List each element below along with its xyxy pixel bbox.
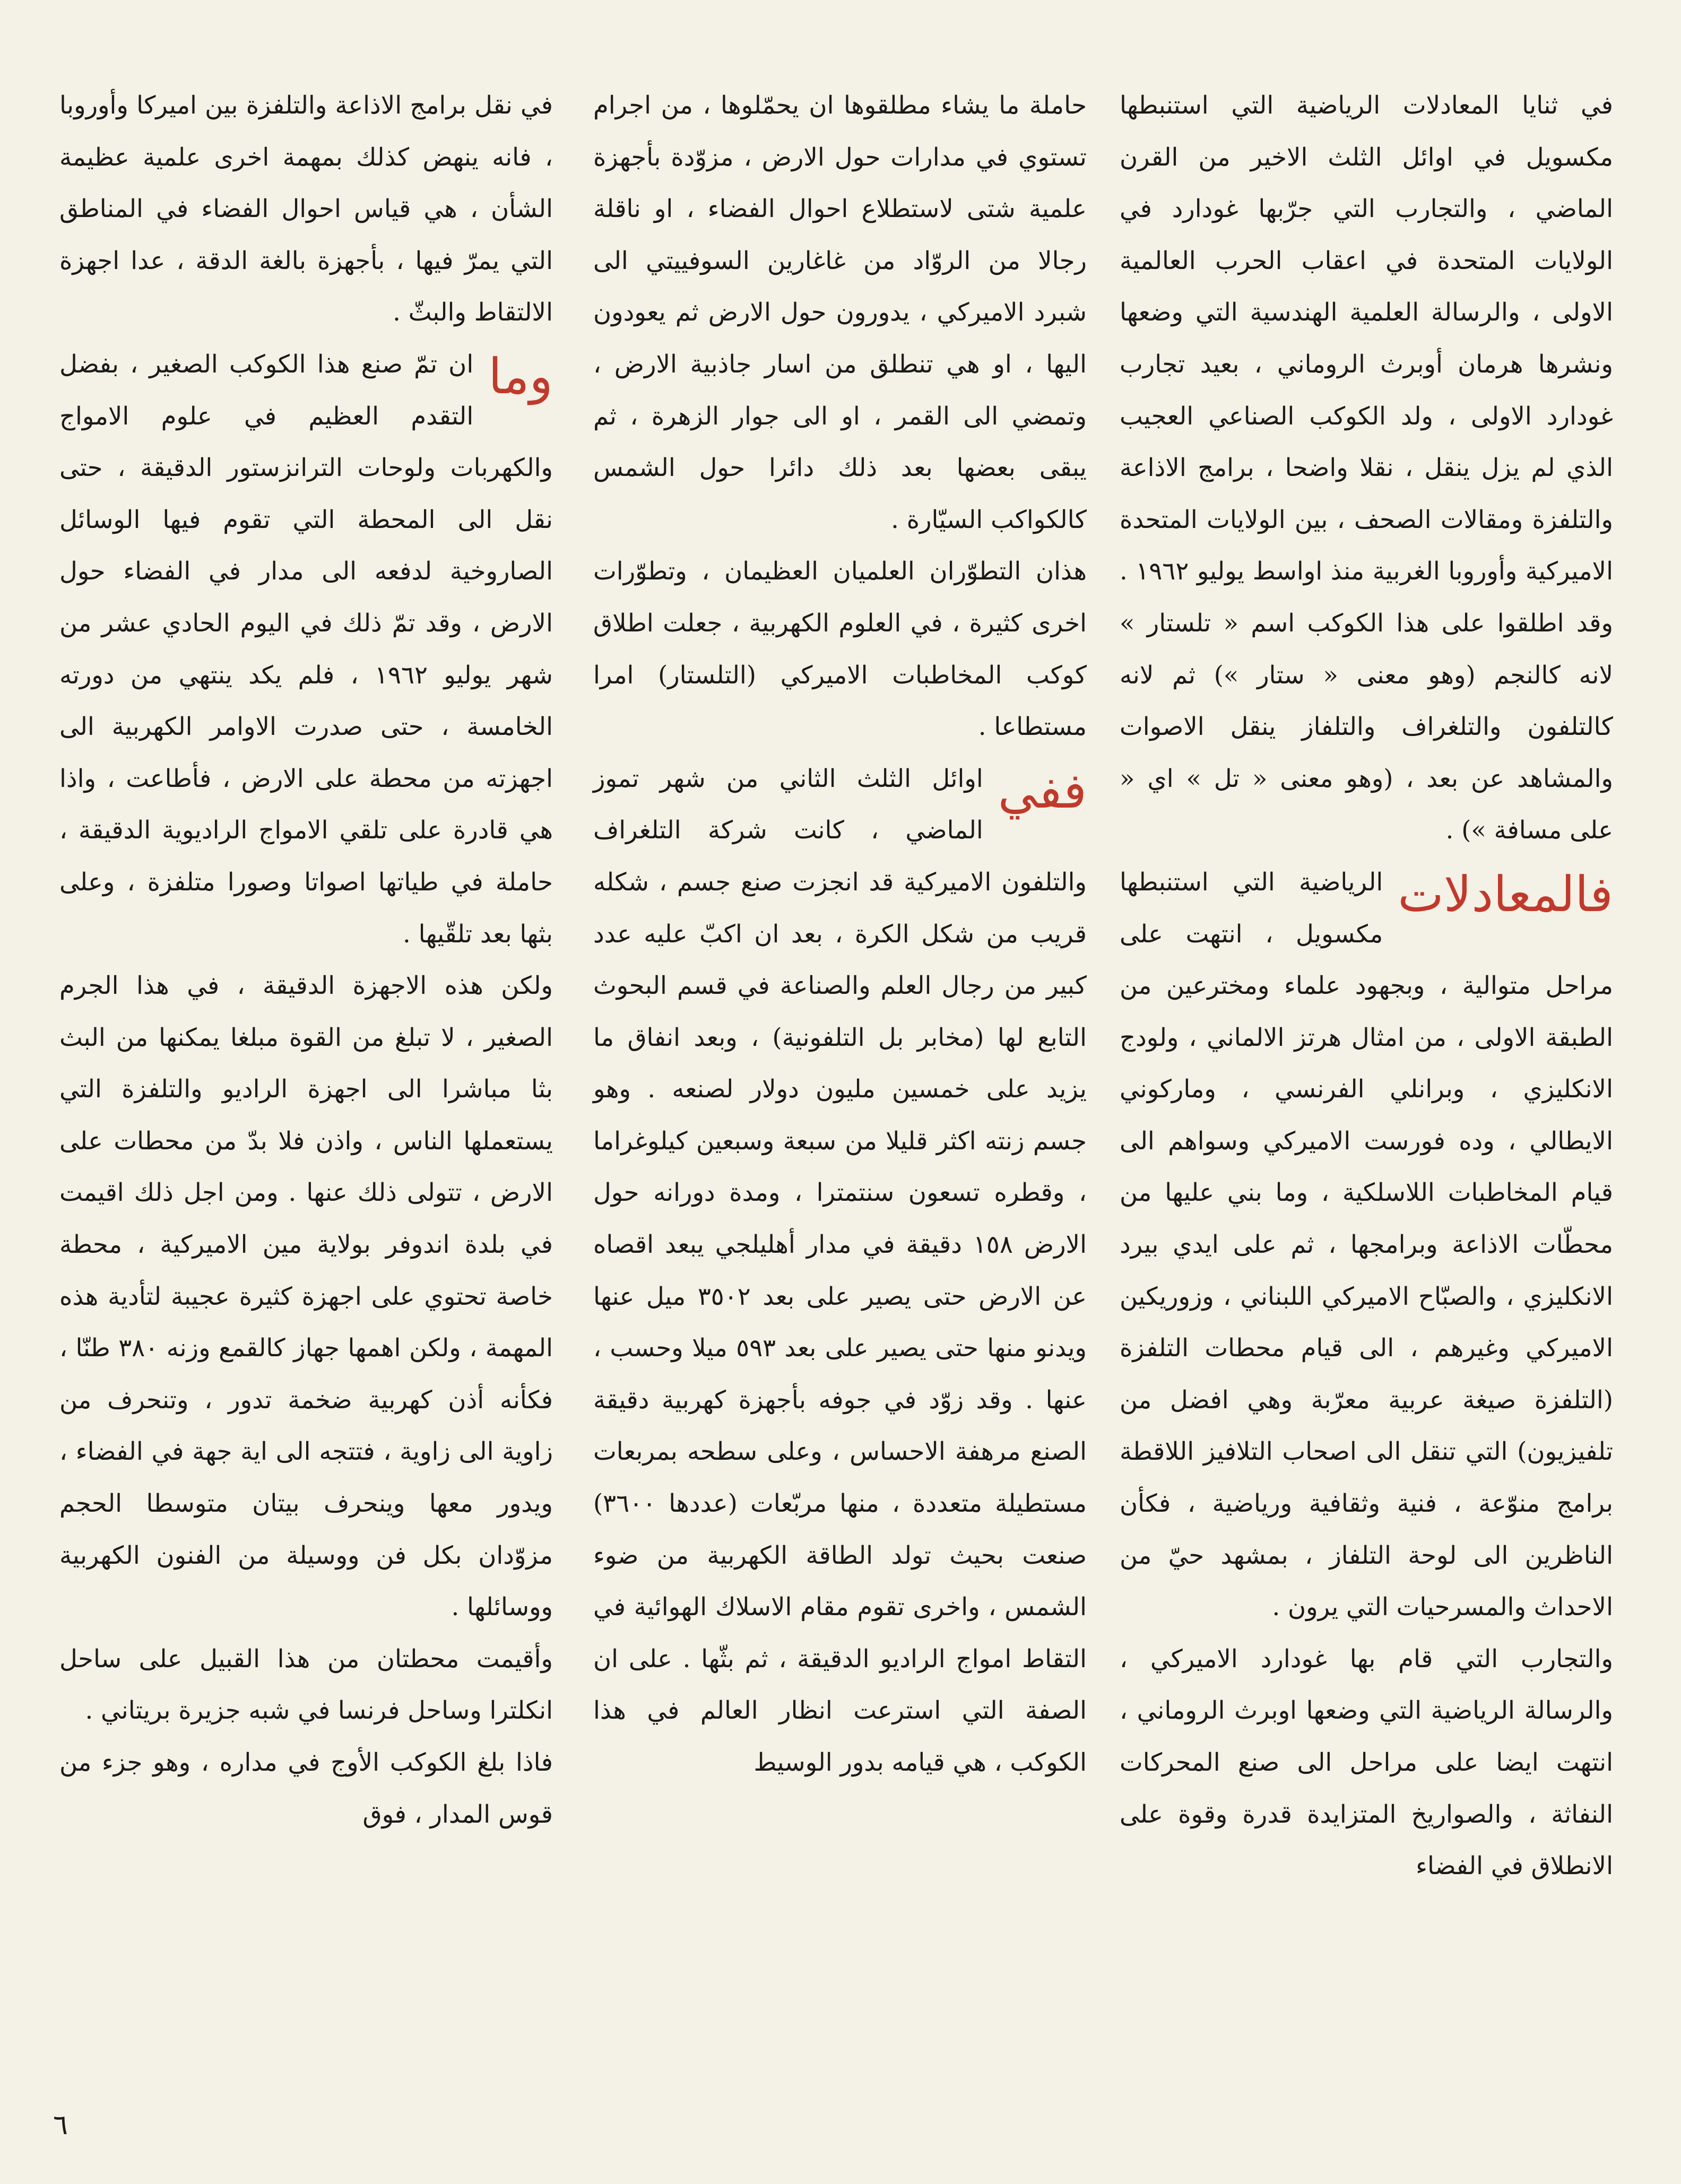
paragraph: في نقل برامج الاذاعة والتلفزة بين اميركا وأوروبا ، فانه ينهض كذلك بمهمة اخرى علمية عظيمة الشأن ، هي قياس احوال الفضاء في المناطق التي يمرّ فيها ، بأجهزة بالغة الدقة ، عدا اجهزة الالتقاط والبثّ . — [59, 91, 553, 327]
drop-cap-word: فالمعادلات — [1398, 865, 1613, 923]
paragraph: وأقيمت محطتان من هذا القبيل على ساحل انكلترا وساحل فرنسا في شبه جزيرة بريتاني . — [59, 1644, 553, 1725]
paragraph: في ثنايا المعادلات الرياضية التي استنبطها مكسويل في اوائل الثلث الاخير من القرن الماضي ، والتجارب التي جرّبها غودارد في الولايات المتحدة في اعقاب الحرب العالمية الاولى ، والرسالة العلمية الهندسية التي وضعها ونشرها هرمان أوبرث الروماني ، بعيد تجارب غودارد الاولى ، ولد الكوكب الصناعي العجيب الذي لم يزل ينقل ، نقلا واضحا ، برامج الاذاعة والتلفزة ومقالات الصحف ، بين الولايات المتحدة الاميركية وأوروبا الغربية منذ اواسط يوليو ١٩٦٢ . وقد اطلقوا على هذا الكوكب اسم « تلستار » لانه كالنجم (وهو معنى « ستار ») ثم لانه كالتلفون والتلغراف والتلفاز ينقل الاصوات والمشاهد عن بعد ، (وهو معنى « تل » اي « على مسافة ») . — [1120, 91, 1613, 845]
drop-cap-word: وما — [488, 348, 553, 405]
paragraph: فاذا بلغ الكوكب الأوج في مداره ، وهو جزء من قوس المدار ، فوق — [59, 1748, 553, 1828]
paragraph-text: ان تمّ صنع هذا الكوكب الصغير ، بفضل التقدم العظيم في علوم الامواج والكهربات ولوحات الترانزستور الدقيقة ، حتى نقل الى المحطة التي تقوم فيها الوسائل الصاروخية لدفعه الى مدار في الفضاء حول الارض ، وقد تمّ ذلك في اليوم الحادي عشر من شهر يوليو ١٩٦٢ ، فلم يكد ينتهي من دورته الخامسة ، حتى صدرت الاوامر الكهربية الى اجهزته من محطة على الارض ، فأطاعت ، واذا هي قادرة على تلقي الامواج الراديوية الدقيقة ، حاملة في طياتها اصواتا وصورا متلفزة ، وعلى بثها بعد تلقّيها . — [59, 349, 553, 948]
paragraph — [1120, 856, 1613, 1633]
page-number: ٦ — [53, 2109, 68, 2141]
article-column-left — [59, 80, 553, 1840]
paragraph: هذان التطوّران العلميان العظيمان ، وتطوّرات اخرى كثيرة ، في العلوم الكهربية ، جعلت اطلاق كوكب المخاطبات الاميركي (التلستار) امرا مستطاعا . — [593, 557, 1087, 741]
paragraph: والتجارب التي قام بها غودارد الاميركي ، والرسالة الرياضية التي وضعها اوبرث الروماني ، انتهت ايضا على مراحل الى صنع المحركات النفاثة ، والصواريخ المتزايدة قدرة وقوة على الانطلاق في الفضاء — [1120, 1644, 1613, 1880]
article-column-middle — [593, 80, 1087, 1789]
article-column-right — [1120, 80, 1613, 1892]
paragraph — [593, 753, 1087, 1789]
paragraph-text: اوائل الثلث الثاني من شهر تموز الماضي ، كانت شركة التلغراف والتلفون الاميركية قد انجزت صنع جسم ، شكله قريب من شكل الكرة ، بعد ان اكبّ عليه عدد كبير من رجال العلم والصناعة في قسم البحوث التابع لها (مخابر بل التلفونية) ، وبعد انفاق ما يزيد على خمسين مليون دولار لصنعه . وهو جسم زنته اكثر قليلا من سبعة وسبعين كيلوغراما ، وقطره تسعون سنتمترا ، ومدة دورانه حول الارض ١٥٨ دقيقة في مدار أهليلجي يبعد اقصاه عن الارض حتى يصير على بعد ٣٥٠٢ ميل عنها ويدنو منها حتى يصير على بعد ٥٩٣ ميلا وحسب ، عنها . وقد زوّد في جوفه بأجهزة كهربية دقيقة الصنع مرهفة الاحساس ، وعلى سطحه بمربعات مستطيلة متعددة ، منها مربّعات (عددها ٣٦٠٠) صنعت بحيث تولد الطاقة الكهربية من ضوء الشمس ، واخرى تقوم مقام الاسلاك الهوائية في التقاط امواج الراديو الدقيقة ، ثم بثّها . على ان الصفة التي استرعت انظار العالم في هذا الكوكب ، هي قيامه بدور الوسيط — [593, 764, 1087, 1776]
paragraph-text: الرياضية التي استنبطها مكسويل ، انتهت على مراحل متوالية ، وبجهود علماء ومخترعين من الطبقة الاولى ، من امثال هرتز الالماني ، ولودج الانكليزي ، وبرانلي الفرنسي ، وماركوني الايطالي ، وده فورست الاميركي وسواهم الى قيام المخاطبات اللاسلكية ، وما بني عليها من محطّات الاذاعة وبرامجها ، ثم على ايدي بيرد الانكليزي ، والصبّاح الاميركي اللبناني ، وزوريكين الاميركي وغيرهم ، الى قيام محطات التلفزة (التلفزة صيغة عربية معرّبة وهي افضل من تلفيزيون) التي تنقل الى اصحاب التلافيز اللاقطة برامج منوّعة ، فنية وثقافية ورياضية ، فكأن الناظرين الى لوحة التلفاز ، بمشهد حيّ من الاحداث والمسرحيات التي يرون . — [1120, 867, 1613, 1622]
paragraph — [59, 339, 553, 960]
drop-cap-word: ففي — [998, 762, 1087, 819]
paragraph: حاملة ما يشاء مطلقوها ان يحمّلوها ، من اجرام تستوي في مدارات حول الارض ، مزوّدة بأجهزة علمية شتى لاستطلاع احوال الفضاء ، او ناقلة رجالا من الروّاد من غاغارين السوفييتي الى شبرد الاميركي ، يدورون حول الارض ثم يعودون اليها ، او هي تنطلق من اسار جاذبية الارض ، وتمضي الى القمر ، او الى جوار الزهرة ، ثم يبقى بعضها بعد ذلك دائرا حول الشمس كالكواكب السيّارة . — [593, 91, 1087, 534]
paragraph: ولكن هذه الاجهزة الدقيقة ، في هذا الجرم الصغير ، لا تبلغ من القوة مبلغا يمكنها من البث بثا مباشرا الى اجهزة الراديو والتلفزة التي يستعملها الناس ، واذن فلا بدّ من محطات على الارض ، تتولى ذلك عنها . ومن اجل ذلك اقيمت في بلدة اندوفر بولاية مين الاميركية ، محطة خاصة تحتوي على اجهزة كثيرة عجيبة لتأدية هذه المهمة ، ولكن اهمها جهاز كالقمع وزنه ٣٨٠ طنّا ، فكأنه أذن كهربية ضخمة تدور ، وتنحرف من زاوية الى زاوية ، فتتجه الى اية جهة في الفضاء ، ويدور معها وينحرف بيتان متوسطا الحجم مزوّدان بكل فن ووسيلة من الفنون الكهربية ووسائلها . — [59, 971, 553, 1622]
